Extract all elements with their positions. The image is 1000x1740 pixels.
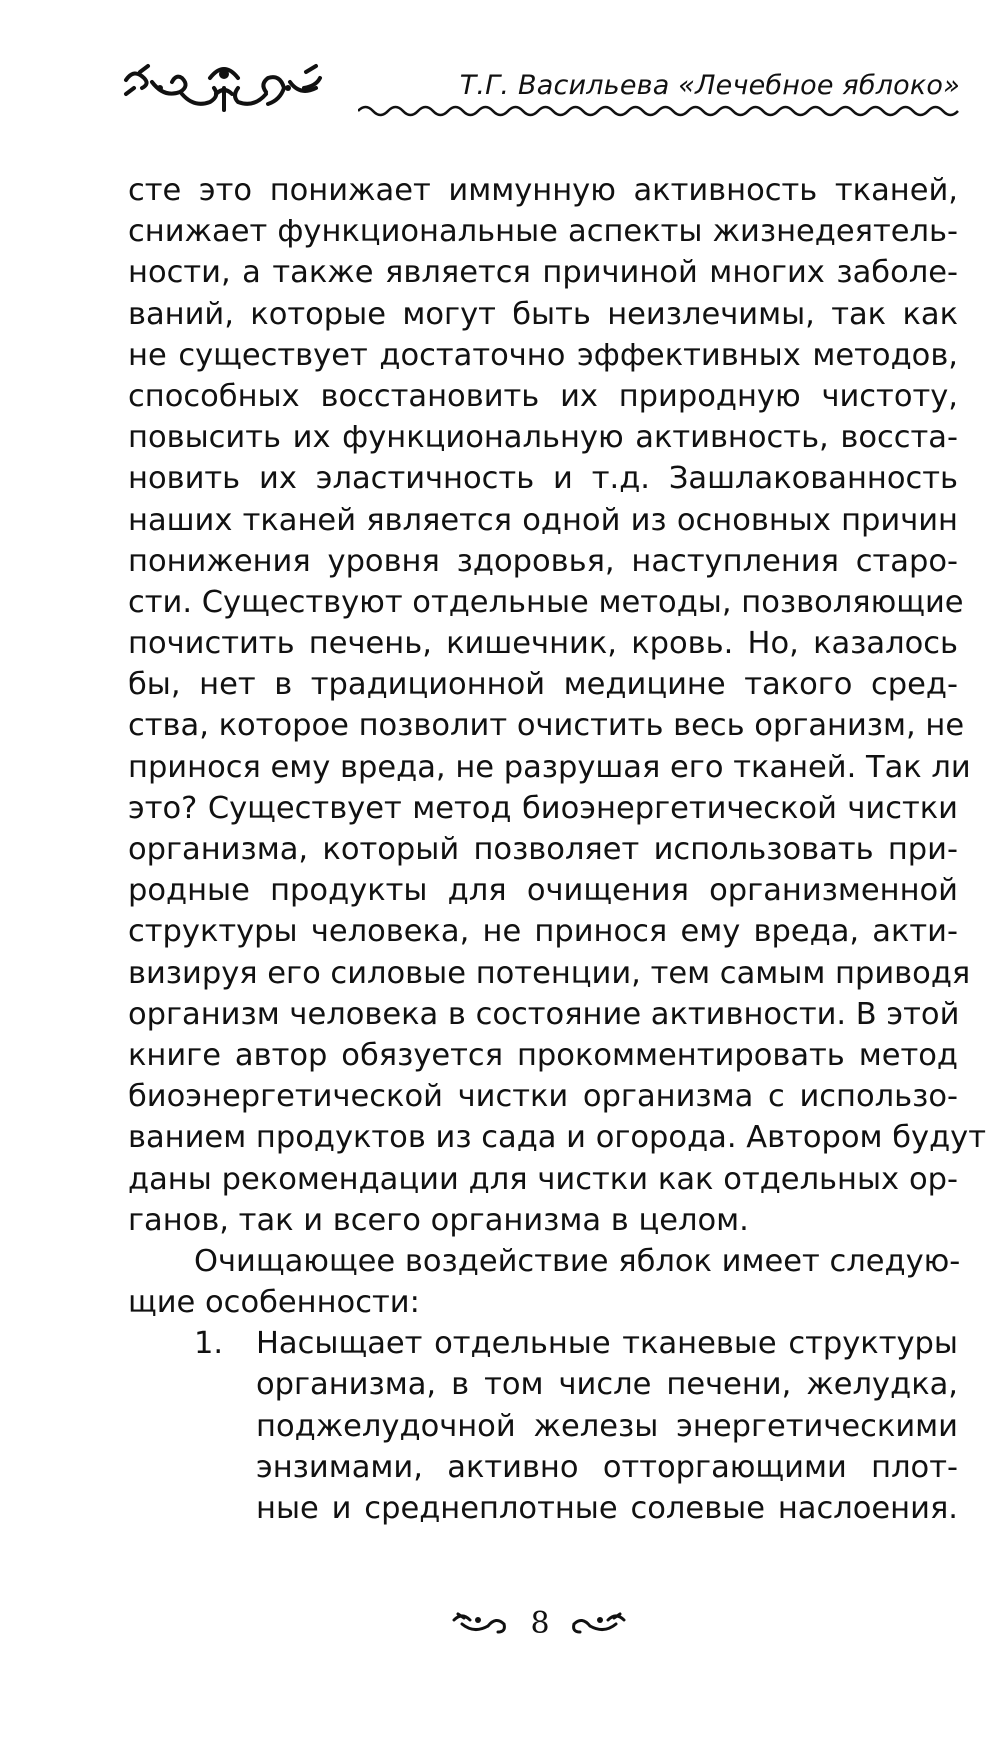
text-line: книге автор обязуется прокомментировать метод	[128, 1037, 958, 1073]
text-line: наших тканей является одной из основных причин	[128, 502, 958, 538]
text-line: сти. Существуют отдельные методы, позволяющие	[128, 584, 964, 620]
text-line: новить их эластичность и т.д. Зашлакованность	[128, 461, 958, 497]
text-line: понижения уровня здоровья, наступления старо-	[128, 543, 958, 579]
text-line: энзимами, активно отторгающими плот-	[256, 1449, 958, 1485]
text-line: бы, нет в традиционной медицине такого сред-	[128, 667, 958, 703]
left-flourish-icon	[452, 1610, 512, 1636]
page-header	[120, 58, 960, 138]
text-line: родные продукты для очищения организменной	[128, 873, 958, 909]
text-line: щие особенности:	[128, 1285, 420, 1321]
text-line: способных восстановить их природную чистоту,	[128, 378, 958, 414]
running-title: Т.Г. Васильева «Лечебное яблоко»	[459, 70, 960, 101]
text-line: не существует достаточно эффективных методов,	[128, 337, 958, 373]
text-line: сте это понижает иммунную активность тканей,	[128, 173, 958, 208]
text-line: почистить печень, кишечник, кровь. Но, казалось	[128, 626, 958, 662]
text-line: принося ему вреда, не разрушая его тканей. Так ли	[128, 749, 971, 785]
text-line: ности, а также является причиной многих заболе-	[128, 255, 958, 291]
page-number: 8	[530, 1606, 550, 1641]
paragraph-1	[128, 170, 986, 1241]
text-line: снижает функциональные аспекты жизнедеятель-	[128, 214, 958, 250]
wave-divider-icon	[358, 103, 962, 119]
list-item-text	[256, 1323, 958, 1529]
right-flourish-icon	[566, 1610, 626, 1636]
text-line: ваний, которые могут быть неизлечимы, так как	[128, 296, 958, 332]
page-footer	[0, 1600, 1000, 1650]
text-line: структуры человека, не принося ему вреда, акти-	[128, 914, 958, 950]
text-line: это? Существует метод биоэнергетической чистки	[128, 790, 958, 826]
text-line: даны рекомендации для чистки как отдельных ор-	[128, 1161, 958, 1197]
text-line: организма, в том числе печени, желудка,	[256, 1367, 958, 1403]
text-line: Насыщает отдельные тканевые структуры	[256, 1326, 958, 1362]
text-line: ства, которое позволит очистить весь организм, не	[128, 708, 965, 744]
text-line: организм человека в состояние активности. В этой	[128, 996, 960, 1032]
body-text	[128, 170, 986, 1529]
text-line: ные и среднеплотные солевые наслоения.	[256, 1491, 958, 1526]
text-line: организма, который позволяет использовать при-	[128, 832, 958, 867]
paragraph-2	[128, 1241, 961, 1323]
text-line: повысить их функциональную активность, восста-	[128, 420, 958, 456]
text-line: визируя его силовые потенции, тем самым приводя	[128, 955, 971, 991]
text-line: Очищающее воздействие яблок имеет следую-	[194, 1243, 961, 1279]
text-line: биоэнергетической чистки организма с использо-	[128, 1079, 958, 1115]
floral-scroll-ornament-icon	[120, 58, 330, 120]
text-line: поджелудочной железы энергетическими	[256, 1408, 958, 1444]
list-item	[128, 1323, 958, 1529]
text-line: ванием продуктов из сада и огорода. Автором будут	[128, 1120, 986, 1156]
text-line: ганов, так и всего организма в целом.	[128, 1202, 749, 1238]
list-number: 1.	[194, 1326, 224, 1362]
